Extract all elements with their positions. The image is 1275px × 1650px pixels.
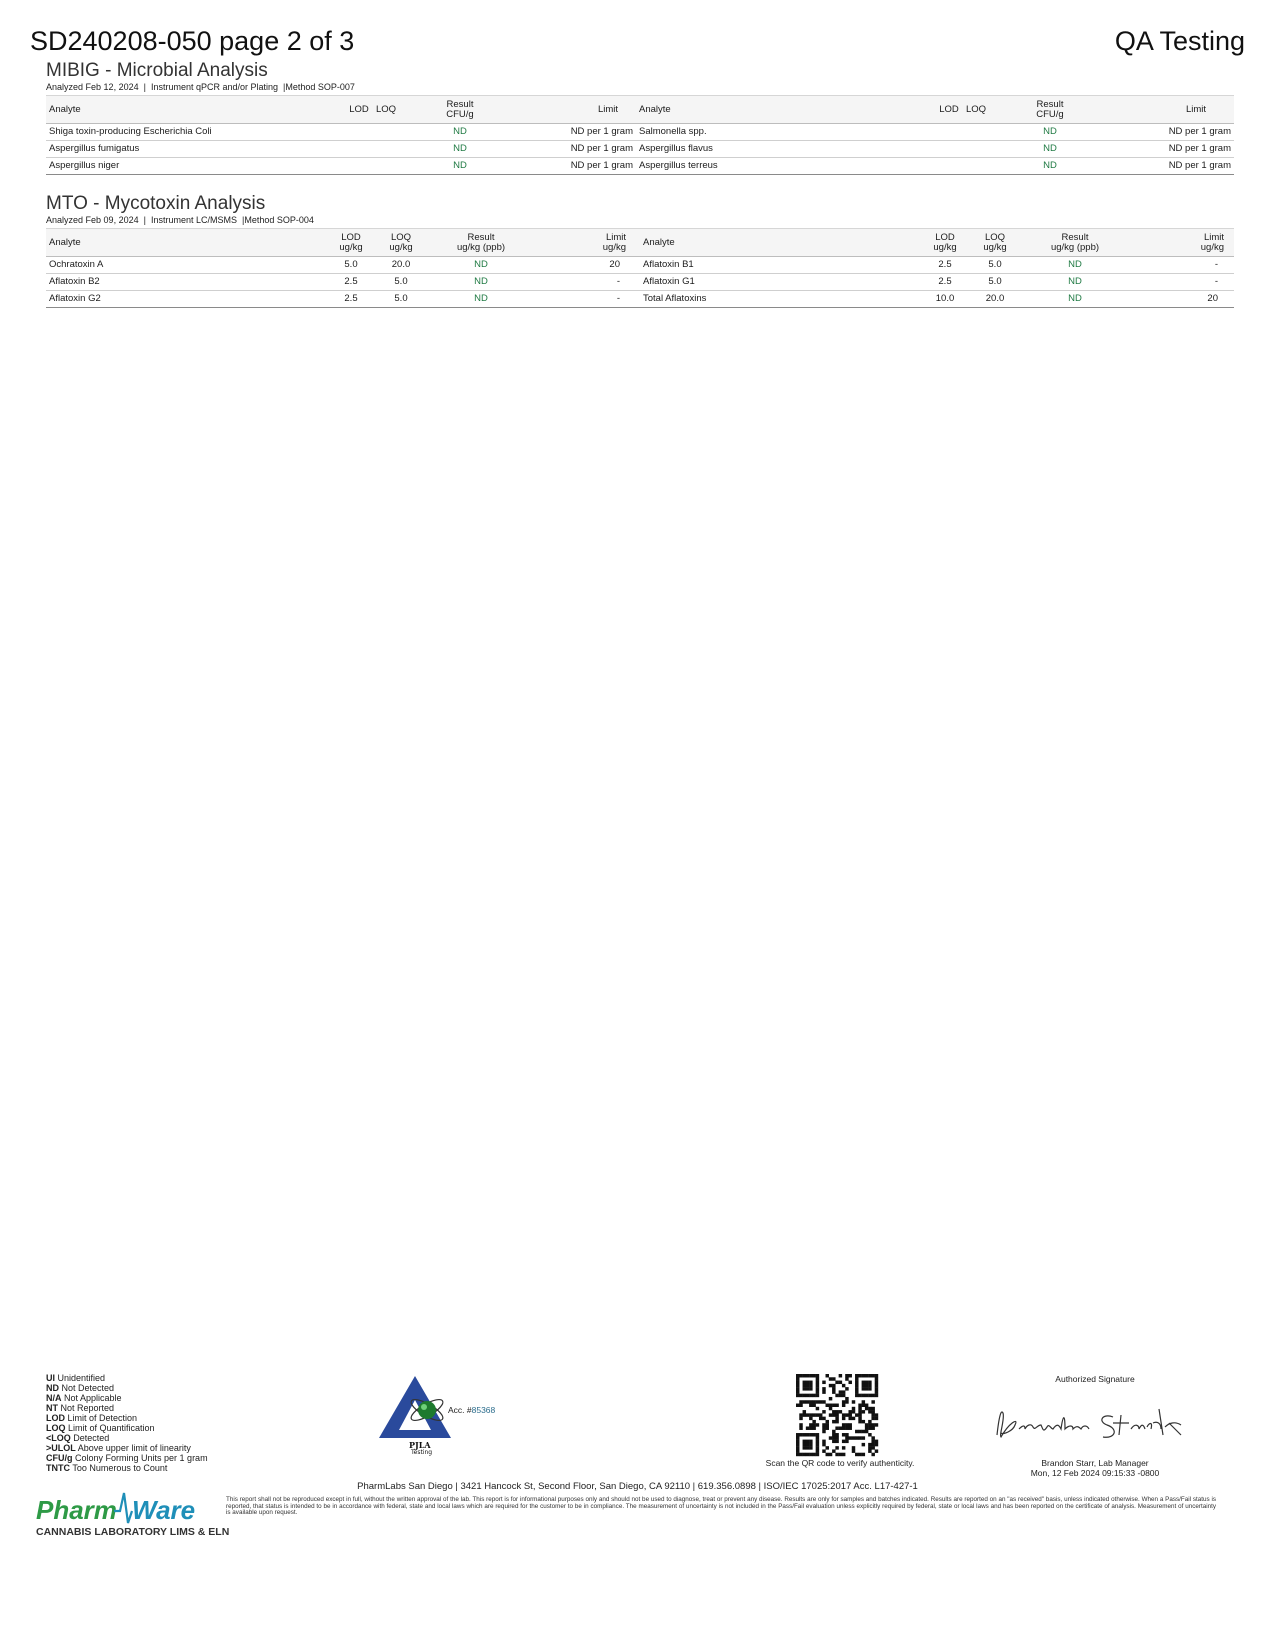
col-analyte: Analyte [49, 104, 81, 115]
result-value: ND [1020, 291, 1130, 308]
legend-item: <LOQ Detected [46, 1433, 110, 1443]
col-lod: LOD ug/kg [339, 232, 363, 253]
method-label: Method [244, 215, 275, 225]
analyte-name: Salmonella spp. [636, 124, 936, 141]
accreditation-number: Acc. #85368 [448, 1405, 496, 1415]
col-analyte: Analyte [49, 237, 81, 248]
loq-value: 5.0 [376, 274, 426, 291]
result-value: ND [1020, 257, 1130, 274]
legend-item: N/A Not Applicable [46, 1393, 122, 1403]
legend-item: CFU/g Colony Forming Units per 1 gram [46, 1453, 208, 1463]
svg-text:CANNABIS LABORATORY LIMS & ELN: CANNABIS LABORATORY LIMS & ELN [36, 1526, 230, 1538]
analyzed-label: Analyzed [46, 215, 84, 225]
pharmware-logo-icon [34, 1489, 230, 1549]
signatory-info [1000, 1458, 1190, 1478]
abbreviation-legend [46, 1373, 208, 1473]
result-value: ND [990, 141, 1110, 158]
instrument-value: qPCR and/or Plating [195, 82, 279, 92]
mycotoxin-analysis-section [46, 194, 1234, 308]
signature-icon [985, 1395, 1205, 1455]
limit-value: - [536, 291, 640, 308]
col-result: Result CFU/g [446, 99, 474, 120]
handwritten-signature [985, 1395, 1205, 1455]
analyte-name: Aflatoxin G2 [46, 291, 326, 308]
lod-value: 2.5 [920, 257, 970, 274]
col-analyte: Analyte [639, 104, 671, 115]
limit-value: 20 [536, 257, 640, 274]
limit-value: - [1130, 274, 1234, 291]
col-loq: LOQ [375, 104, 397, 115]
limit-value: ND per 1 gram [1110, 141, 1234, 158]
table-row [46, 291, 1234, 308]
lod-value: 2.5 [326, 291, 376, 308]
analyte-name: Aspergillus fumigatus [46, 141, 346, 158]
section-title: MTO - Mycotoxin Analysis [46, 193, 266, 214]
analyte-name: Aspergillus terreus [636, 158, 936, 175]
loq-value: 5.0 [970, 274, 1020, 291]
col-loq: LOQ ug/kg [389, 232, 413, 253]
col-lod: LOD [349, 104, 369, 115]
col-result: Result ug/kg (ppb) [456, 232, 506, 253]
analyte-name: Aflatoxin B2 [46, 274, 326, 291]
section-title: MIBIG - Microbial Analysis [46, 60, 268, 81]
legend-item: LOD Limit of Detection [46, 1413, 138, 1423]
method-label: Method [285, 82, 316, 92]
instrument-label: Instrument [150, 215, 194, 225]
analyte-name: Total Aflatoxins [640, 291, 920, 308]
table-row [46, 141, 1234, 158]
lod-value: 2.5 [326, 274, 376, 291]
col-analyte: Analyte [643, 237, 675, 248]
col-limit: Limit [1185, 104, 1206, 115]
instrument-value: LC/MSMS [195, 215, 237, 225]
qr-caption: Scan the QR code to verify authenticity. [765, 1458, 915, 1468]
method-value: SOP-004 [276, 215, 314, 225]
lod-value: 5.0 [326, 257, 376, 274]
table-row [46, 124, 1234, 141]
loq-value: 20.0 [970, 291, 1020, 308]
microbial-analysis-section [46, 61, 1234, 175]
table-row [46, 274, 1234, 291]
limit-value: ND per 1 gram [520, 158, 636, 175]
legend-item: LOQ Limit of Quantification [46, 1423, 155, 1433]
qr-code-icon [796, 1374, 878, 1456]
col-result: Result ug/kg (ppb) [1050, 232, 1100, 253]
table-row [46, 257, 1234, 274]
signature-heading: Authorized Signature [1055, 1374, 1135, 1384]
legend-item: TNTC Too Numerous to Count [46, 1463, 168, 1473]
result-value: ND [400, 141, 520, 158]
lod-value: 2.5 [920, 274, 970, 291]
limit-value: ND per 1 gram [1110, 158, 1234, 175]
table-row [46, 158, 1234, 175]
col-result: Result CFU/g [1036, 99, 1064, 120]
mycotoxin-table [46, 228, 1234, 308]
col-limit: Limit ug/kg [1200, 232, 1224, 253]
legend-item: ND Not Detected [46, 1383, 115, 1393]
document-id: SD240208-050 page 2 of 3 [30, 26, 355, 56]
analyzed-date: Feb 09, 2024 [85, 215, 139, 225]
limit-value: - [536, 274, 640, 291]
signatory-name: Brandon Starr, Lab Manager [1041, 1458, 1149, 1468]
legend-item: NT Not Reported [46, 1403, 115, 1413]
limit-value: ND per 1 gram [520, 124, 636, 141]
analyte-name: Aflatoxin G1 [640, 274, 920, 291]
col-lod: LOD [939, 104, 959, 115]
pharmware-logo [34, 1489, 230, 1549]
svg-text:PJLA: PJLA [409, 1440, 431, 1450]
analyte-name: Aspergillus niger [46, 158, 346, 175]
lab-address: PharmLabs San Diego | 3421 Hancock St, Second Floor, San Diego, CA 92110 | 619.356.0898 | ISO/IEC 17025:2017 Acc. L17-427-1 [357, 1481, 918, 1492]
loq-value: 5.0 [376, 291, 426, 308]
limit-value: ND per 1 gram [1110, 124, 1234, 141]
col-limit: Limit [597, 104, 618, 115]
section-meta: Analyzed Feb 12, 2024 | Instrument qPCR and/or Plating |Method SOP-007 [46, 82, 355, 92]
result-value: ND [990, 124, 1110, 141]
analyte-name: Ochratoxin A [46, 257, 326, 274]
limit-value: - [1130, 257, 1234, 274]
col-limit: Limit ug/kg [602, 232, 626, 253]
section-meta: Analyzed Feb 09, 2024 | Instrument LC/MSMS |Method SOP-004 [46, 215, 314, 225]
analyzed-date: Feb 12, 2024 [85, 82, 139, 92]
lod-value: 10.0 [920, 291, 970, 308]
analyte-name: Aspergillus flavus [636, 141, 936, 158]
result-value: ND [426, 257, 536, 274]
svg-text:Pharm: Pharm [36, 1495, 117, 1525]
method-value: SOP-007 [317, 82, 355, 92]
limit-value: 20 [1130, 291, 1234, 308]
instrument-label: Instrument [150, 82, 194, 92]
limit-value: ND per 1 gram [520, 141, 636, 158]
disclaimer-text: This report shall not be reproduced except in full, without the written approval of the lab. This report is for informational purposes only and should not be used to diagnose, treat or prevent any disease. Results are only for samples and batches indicated. Results are reported on an "as received" basis, unless indicated otherwise. When a Pass/Fail status is reported, that status is intended to be in accordance with federal, state and local laws which are required for the customer to be in compliance. The measurement of uncertainty is not included in the Pass/Fail evaluation unless explicitly required by federal, state or local laws and has been reported on the certificate of analysis. Measurement of uncertainty is available upon request. [226, 1496, 1216, 1516]
pjla-triangle-icon [375, 1374, 455, 1454]
legend-item: UI Unidentified [46, 1373, 106, 1383]
microbial-table [46, 95, 1234, 175]
table-header-row [46, 96, 1234, 124]
result-value: ND [990, 158, 1110, 175]
svg-text:Ware: Ware [132, 1495, 196, 1525]
analyzed-label: Analyzed [46, 82, 84, 92]
col-lod: LOD ug/kg [933, 232, 957, 253]
analyte-name: Shiga toxin-producing Escherichia Coli [46, 124, 346, 141]
loq-value: 5.0 [970, 257, 1020, 274]
analyte-name: Aflatoxin B1 [640, 257, 920, 274]
col-loq: LOQ ug/kg [983, 232, 1007, 253]
result-value: ND [426, 274, 536, 291]
svg-text:Testing: Testing [411, 1449, 433, 1456]
result-value: ND [1020, 274, 1130, 291]
loq-value: 20.0 [376, 257, 426, 274]
signature-timestamp: Mon, 12 Feb 2024 09:15:33 -0800 [1030, 1468, 1160, 1478]
result-value: ND [426, 291, 536, 308]
qr-code[interactable] [796, 1374, 878, 1456]
col-loq: LOQ [965, 104, 987, 115]
table-header-row [46, 229, 1234, 257]
result-value: ND [400, 158, 520, 175]
result-value: ND [400, 124, 520, 141]
lab-name: QA Testing [1114, 26, 1245, 56]
legend-item: >ULOL Above upper limit of linearity [46, 1443, 191, 1453]
page-header [30, 26, 1245, 60]
